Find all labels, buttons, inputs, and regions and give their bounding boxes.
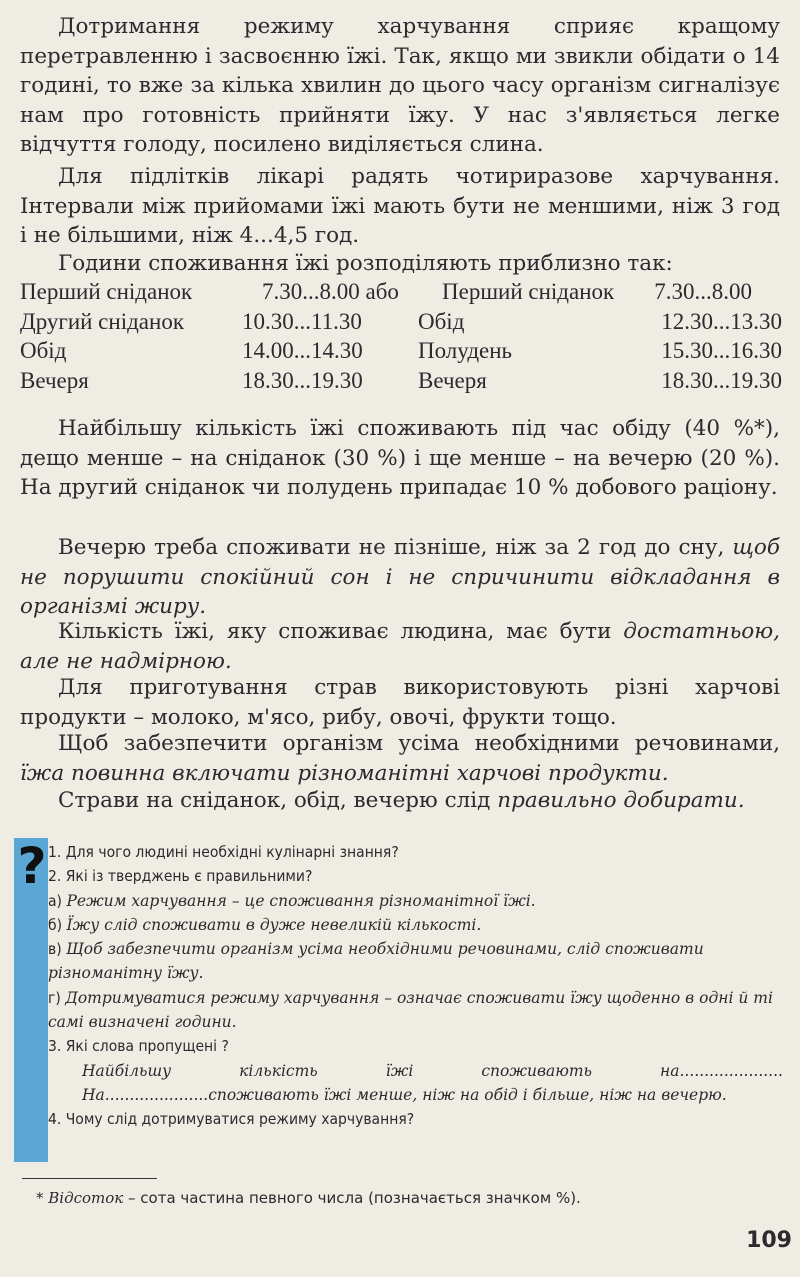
meal-time: 7.30...8.00 або [262, 279, 399, 304]
quantity-emphasis: достатньою, але не надмірною. [20, 619, 780, 674]
variety-emphasis: їжа повинна включати різноманітні харчові продукти. [20, 760, 669, 786]
meal-name: Обід [418, 308, 465, 334]
page-number: 109 [746, 1228, 792, 1253]
meal-time: 18.30...19.30 [661, 367, 782, 393]
selection-text: Страви на сніданок, обід, вечерю слід [58, 788, 498, 813]
meal-time: 18.30...19.30 [242, 367, 363, 393]
meal-name: Перший сніданок [20, 279, 193, 304]
footnote-text: – сота частина певного числа (позначається значком %). [123, 1189, 581, 1207]
review-questions [48, 840, 783, 1132]
meal-name: Другий сніданок [20, 308, 184, 334]
meal-name: Вечеря [418, 367, 487, 393]
meal-time: 15.30...16.30 [661, 338, 782, 363]
answer-option-b [48, 913, 783, 937]
paragraph-four-meals: Для підлітків лікарі радять чотириразове харчування. Інтервали між прийомами їжі мають бути не меншими, ніж 3 год і не більшими, ніж 4...4,5 год. [20, 164, 780, 248]
schedule-row [20, 336, 782, 366]
dinner-text: Вечерю треба споживати не пізніше, ніж за 2 год до сну, [58, 535, 733, 560]
paragraph-dinner-time [20, 533, 780, 622]
paragraph-food-quantity [20, 617, 780, 676]
paragraph-schedule-intro: Години споживання їжі розподіляють приблизно так: [58, 251, 673, 276]
option-text: Щоб забезпечити організм усіма необхідними речовинами, слід споживати різноманітну їжу. [48, 940, 704, 983]
meal-name: Полудень [418, 338, 513, 363]
meal-name: Обід [20, 338, 67, 363]
footnote-term: Відсоток [48, 1189, 124, 1207]
variety-text: Щоб забезпечити організм усіма необхідними речовинами, [58, 731, 780, 756]
answer-option-a [48, 889, 783, 913]
meal-time: 10.30...11.30 [242, 308, 362, 334]
question-1: 1. Для чого людині необхідні кулінарні знання? [48, 843, 399, 861]
schedule-row [20, 307, 782, 337]
option-text: Їжу слід споживати в дуже невеликій кількості. [66, 915, 482, 934]
footnote [36, 1186, 786, 1210]
question-mark-icon: ? [17, 837, 47, 895]
paragraph-meal-regime: Дотримання режиму харчування сприяє кращому перетравленню і засвоєнню їжі. Так, якщо ми звикли обідати о 14 годині, то вже за кілька хвилин до цього часу організм сигналізує нам про готовність прийняти їжу. У нас з'являється легке відчуття голоду, посилено виділяється слина. [20, 14, 780, 157]
option-text: Дотримуватися режиму харчування – означає споживати їжу щоденно в одні й ті самі визначені години. [48, 988, 773, 1032]
footnote-divider [22, 1178, 157, 1179]
answer-option-c [48, 937, 783, 986]
meal-time: 14.00...14.30 [242, 338, 363, 363]
option-label: а) [48, 891, 62, 910]
option-label: в) [48, 940, 62, 959]
blank-word: на..................... [660, 1061, 783, 1080]
fill-blank-line-1 [48, 1059, 783, 1083]
blank-word: споживають [481, 1061, 592, 1080]
paragraph-selection [20, 786, 780, 816]
schedule-row [20, 366, 782, 396]
blank-word: їжі [385, 1061, 414, 1080]
meal-name: Вечеря [20, 367, 89, 393]
meal-time: 7.30...8.00 [654, 279, 752, 304]
meal-schedule-table [20, 277, 782, 395]
dinner-emphasis: щоб не порушити спокійний сон і не спричинити відкладання в організмі жиру. [20, 535, 780, 619]
paragraph-food-amounts: Найбільшу кількість їжі споживають під час обіду (40 %*), дещо менше – на сніданок (30 %) і ще менше – на вечерю (20 %). На другий сніданок чи полудень припадає 10 % добового раціону. [20, 416, 780, 500]
option-label: б) [48, 915, 63, 934]
answer-option-d [48, 986, 783, 1035]
selection-emphasis: правильно добирати. [497, 788, 745, 813]
question-4: 4. Чому слід дотримуватися режиму харчування? [48, 1110, 415, 1129]
meal-name: Перший сніданок [442, 279, 615, 304]
paragraph-products: Для приготування страв використовують різні харчові продукти – молоко, м'ясо, рибу, овочі, фрукти тощо. [20, 675, 780, 730]
quantity-text: Кількість їжі, яку споживає людина, має бути [58, 619, 624, 644]
option-text: Режим харчування – це споживання різноманітної їжі. [66, 891, 536, 910]
paragraph-variety [20, 729, 780, 788]
meal-time: 12.30...13.30 [661, 308, 782, 334]
question-2: 2. Які із тверджень є правильними? [48, 867, 313, 886]
fill-blank-line-2: На.....................споживають їжі менше, ніж на обід і більше, ніж на вечерю. [82, 1085, 727, 1104]
option-label: г) [48, 988, 61, 1007]
blank-word: Найбільшу [82, 1061, 172, 1080]
question-3: 3. Які слова пропущені ? [48, 1037, 229, 1056]
blank-word: кількість [239, 1061, 318, 1080]
schedule-row [20, 277, 782, 307]
footnote-star: * [36, 1189, 44, 1207]
